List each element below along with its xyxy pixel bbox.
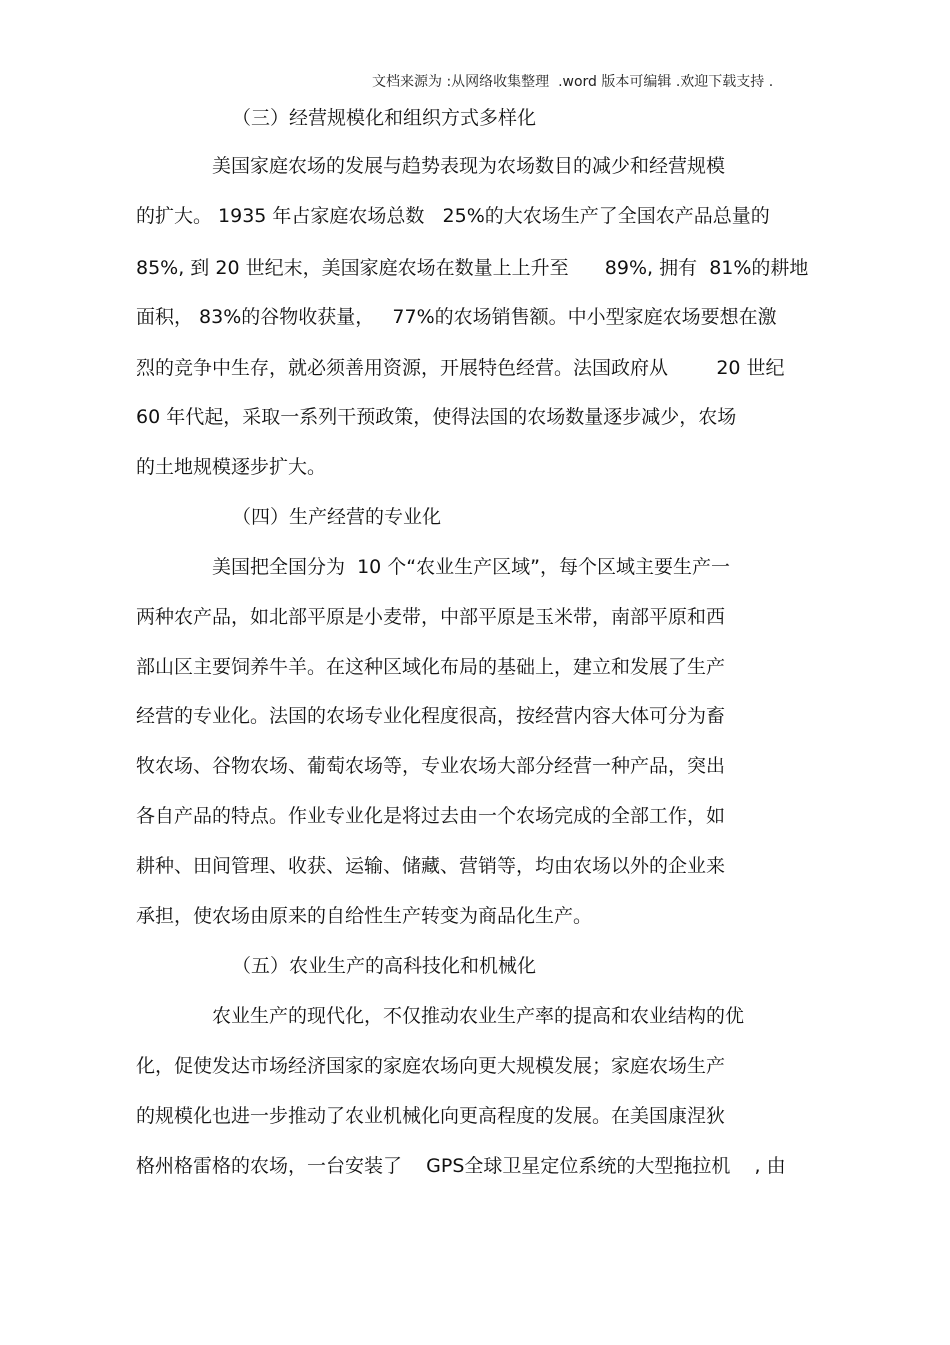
- section-heading: （五）农业生产的高科技化和机械化: [232, 955, 537, 977]
- paragraph-line: 面积， 83%的谷物收获量， 77%的农场销售额。中小型家庭农场要想在激: [136, 306, 777, 328]
- section-heading: （三）经营规模化和组织方式多样化: [232, 107, 537, 129]
- paragraph-line: 承担，使农场由原来的自给性生产转变为商品化生产。: [136, 905, 593, 927]
- paragraph-line: 各自产品的特点。作业专业化是将过去由一个农场完成的全部工作，如: [136, 805, 726, 827]
- paragraph-line: 经营的专业化。法国的农场专业化程度很高，按经营内容大体可分为畜: [136, 705, 726, 727]
- paragraph-line: 85%, 到 20 世纪末，美国家庭农场在数量上上升至 89%, 拥有 81%的耕地: [136, 257, 809, 279]
- paragraph-line: 的规模化也进一步推动了农业机械化向更高程度的发展。在美国康涅狄: [136, 1105, 726, 1127]
- paragraph-line: 60 年代起，采取一系列干预政策，使得法国的农场数量逐步减少，农场: [136, 406, 737, 428]
- paragraph-line: 耕种、田间管理、收获、运输、储藏、营销等，均由农场以外的企业来: [136, 855, 726, 877]
- paragraph-line: 美国家庭农场的发展与趋势表现为农场数目的减少和经营规模: [212, 155, 726, 177]
- paragraph-line: 两种农产品，如北部平原是小麦带，中部平原是玉米带，南部平原和西: [136, 606, 726, 628]
- paragraph-line: 牧农场、谷物农场、葡萄农场等，专业农场大部分经营一种产品，突出: [136, 755, 726, 777]
- paragraph-line: 美国把全国分为 10 个“农业生产区域”，每个区域主要生产一: [212, 556, 730, 578]
- header-note: 文档来源为 :从网络收集整理 .word 版本可编辑 .欢迎下载支持 .: [372, 74, 774, 90]
- paragraph-line: 的土地规模逐步扩大。: [136, 456, 327, 478]
- paragraph-line: 化，促使发达市场经济国家的家庭农场向更大规模发展；家庭农场生产: [136, 1055, 726, 1077]
- paragraph-line: 烈的竞争中生存，就必须善用资源，开展特色经营。法国政府从 20 世纪: [136, 357, 785, 379]
- paragraph-line: 的扩大。 1935 年占家庭农场总数 25%的大农场生产了全国农产品总量的: [136, 205, 770, 227]
- paragraph-line: 格州格雷格的农场，一台安装了 GPS全球卫星定位系统的大型拖拉机 , 由: [136, 1155, 786, 1177]
- section-heading: （四）生产经营的专业化: [232, 506, 442, 528]
- paragraph-line: 部山区主要饲养牛羊。在这种区域化布局的基础上，建立和发展了生产: [136, 656, 726, 678]
- paragraph-line: 农业生产的现代化，不仅推动农业生产率的提高和农业结构的优: [212, 1005, 745, 1027]
